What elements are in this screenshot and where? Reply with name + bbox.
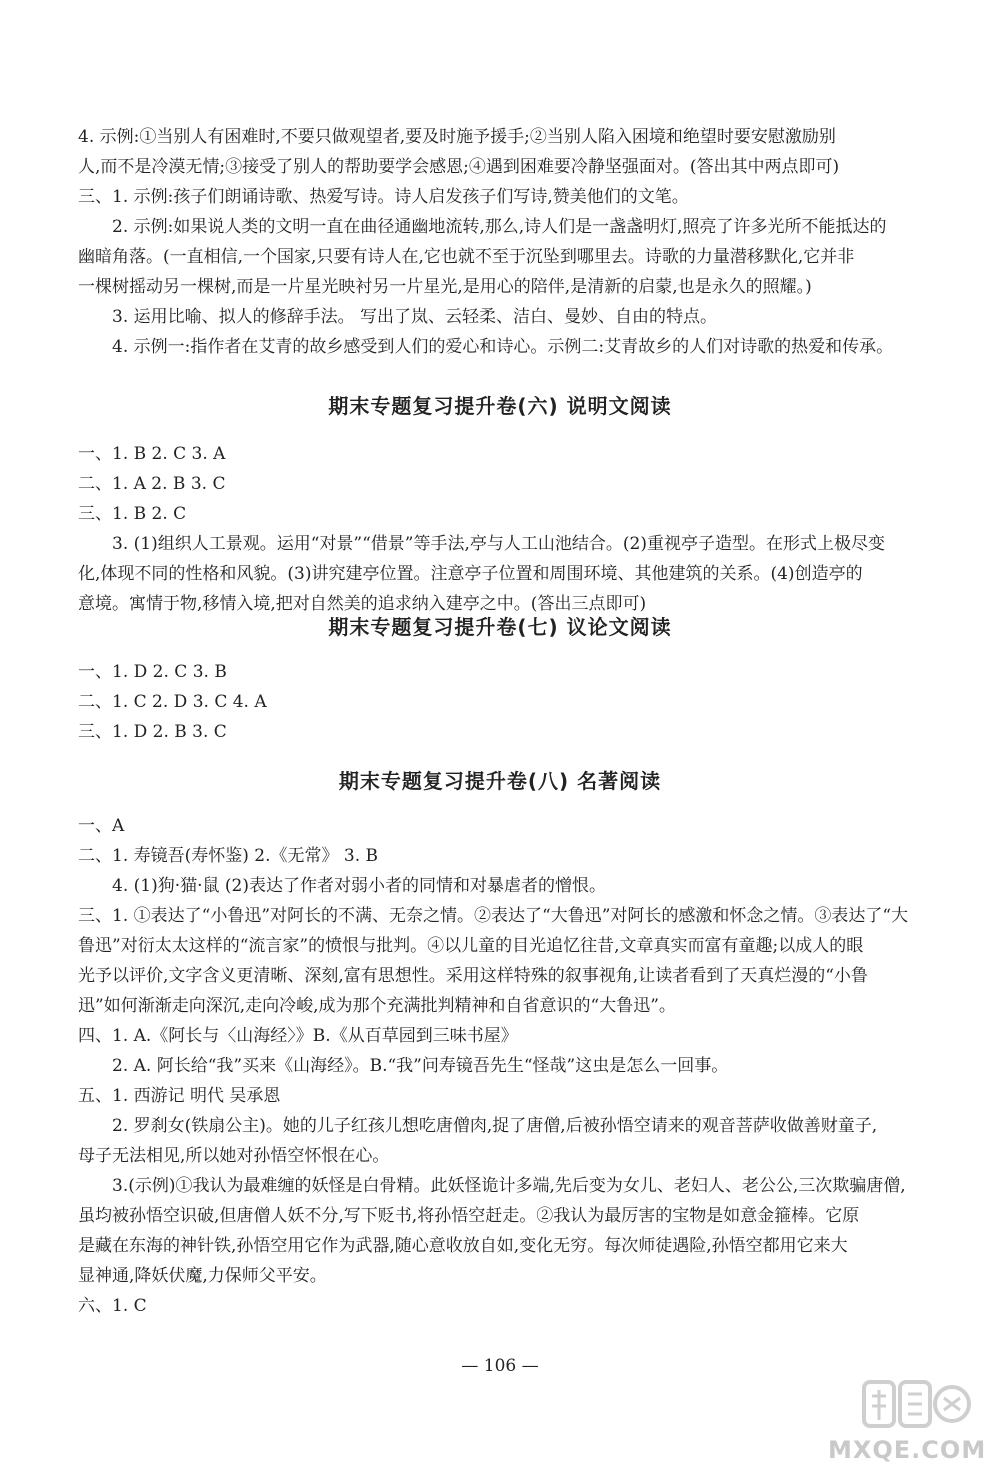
answer-line: 迅”如何渐渐走向深沉,走向冷峻,成为那个充满批判精神和自省意识的“大鲁迅”。 — [78, 996, 676, 1016]
text-line: 4. 示例一:指作者在艾青的故乡感受到人们的爱心和诗心。示例二:艾青故乡的人们对诗歌的热爱和传承。 — [112, 337, 894, 357]
answer-line: 六、1. C — [78, 1296, 147, 1316]
answer-line: 意境。寓情于物,移情入境,把对自然美的追求纳入建亭之中。(答出三点即可) — [78, 594, 647, 614]
answer-line: 三、1. ①表达了“小鲁迅”对阿长的不满、无奈之情。②表达了“大鲁迅”对阿长的感激和怀念之情。③表达了“大 — [78, 906, 909, 926]
answer-line: 三、1. D 2. B 3. C — [78, 722, 227, 742]
watermark-logo-icon — [862, 1374, 972, 1434]
text-line: 三、1. 示例:孩子们朗诵诗歌、热爱写诗。诗人启发孩子们写诗,赞美他们的文笔。 — [78, 187, 689, 207]
answer-line: 二、1. 寿镜吾(寿怀鉴) 2.《无常》 3. B — [78, 846, 379, 866]
answer-line: 一、1. D 2. C 3. B — [78, 662, 227, 682]
answer-line: 三、1. B 2. C — [78, 504, 187, 524]
text-line: 2. 示例:如果说人类的文明一直在曲径通幽地流转,那么,诗人们是一盏盏明灯,照亮了许多光所不能抵达的 — [112, 217, 887, 237]
answer-line: 3. (1)组织人工景观。运用“对景”“借景”等手法,亭与人工山池结合。(2)重视亭子造型。在形式上极尽变 — [112, 534, 885, 554]
answer-line: 虽均被孙悟空识破,但唐僧人妖不分,写下贬书,将孙悟空赶走。②我认为最厉害的宝物是如意金箍棒。它原 — [78, 1206, 860, 1226]
answer-line: 母子无法相见,所以她对孙悟空怀恨在心。 — [78, 1146, 390, 1166]
answer-line: 2. A. 阿长给“我”买来《山海经》。B.“我”问寿镜吾先生“怪哉”这虫是怎么一回事。 — [112, 1056, 729, 1076]
text-line: 幽暗角落。(一直相信,一个国家,只要有诗人在,它也就不至于沉坠到哪里去。诗歌的力量潜移默化,它并非 — [78, 247, 855, 267]
answer-line: 化,体现不同的性格和风貌。(3)讲究建亭位置。注意亭子位置和周围环境、其他建筑的关系。(4)创造亭的 — [78, 564, 863, 584]
answer-line: 五、1. 西游记 明代 吴承恩 — [78, 1086, 281, 1106]
text-line: 3. 运用比喻、拟人的修辞手法。 写出了岚、云轻柔、洁白、曼妙、自由的特点。 — [112, 307, 718, 327]
answer-line: 4. (1)狗·猫·鼠 (2)表达了作者对弱小者的同情和对暴虐者的憎恨。 — [112, 876, 606, 896]
answer-line: 显神通,降妖伏魔,力保师父平安。 — [78, 1266, 327, 1286]
answer-line: 二、1. A 2. B 3. C — [78, 474, 226, 494]
answer-line: 光予以评价,文字含义更清晰、深刻,富有思想性。采用这样特殊的叙事视角,让读者看到了天真烂漫的“小鲁 — [78, 966, 868, 986]
answer-line: 一、1. B 2. C 3. A — [78, 444, 226, 464]
text-line: 人,而不是冷漠无情;③接受了别人的帮助要学会感恩;④遇到困难要冷静坚强面对。(答出其中两点即可) — [78, 157, 840, 177]
answer-line: 2. 罗刹女(铁扇公主)。她的儿子红孩儿想吃唐僧肉,捉了唐僧,后被孙悟空请来的观音菩萨收做善财童子, — [112, 1116, 878, 1136]
text-line: 一棵树摇动另一棵树,而是一片星光映衬另一片星光,是用心的陪伴,是清新的启蒙,也是永久的照耀。) — [78, 277, 812, 297]
answer-line: 一、A — [78, 816, 125, 836]
section-title: 期末专题复习提升卷(六) 说明文阅读 — [328, 394, 672, 418]
answer-line: 3.(示例)①我认为最难缠的妖怪是白骨精。此妖怪诡计多端,先后变为女儿、老妇人、老公公,三次欺骗唐僧, — [112, 1176, 906, 1196]
section-title: 期末专题复习提升卷(七) 议论文阅读 — [328, 615, 672, 639]
answer-line: 是藏在东海的神针铁,孙悟空用它作为武器,随心意收放自如,变化无穷。每次师徒遇险,孙悟空都用它来大 — [78, 1236, 848, 1256]
page-number: — 106 — — [461, 1356, 539, 1376]
section-title: 期末专题复习提升卷(八) 名著阅读 — [338, 769, 662, 793]
answer-line: 四、1. A.《阿长与〈山海经〉》B.《从百草园到三味书屋》 — [78, 1026, 518, 1046]
answer-line: 鲁迅”对衍太太这样的“流言家”的愤恨与批判。④以儿童的目光追忆往昔,文章真实而富有童趣;以成人的眼 — [78, 936, 864, 956]
answer-line: 二、1. C 2. D 3. C 4. A — [78, 692, 267, 712]
watermark-text: MXQE.COM — [828, 1436, 987, 1464]
text-line: 4. 示例:①当别人有困难时,不要只做观望者,要及时施予援手;②当别人陷入困境和绝望时要安慰激励别 — [78, 127, 836, 147]
